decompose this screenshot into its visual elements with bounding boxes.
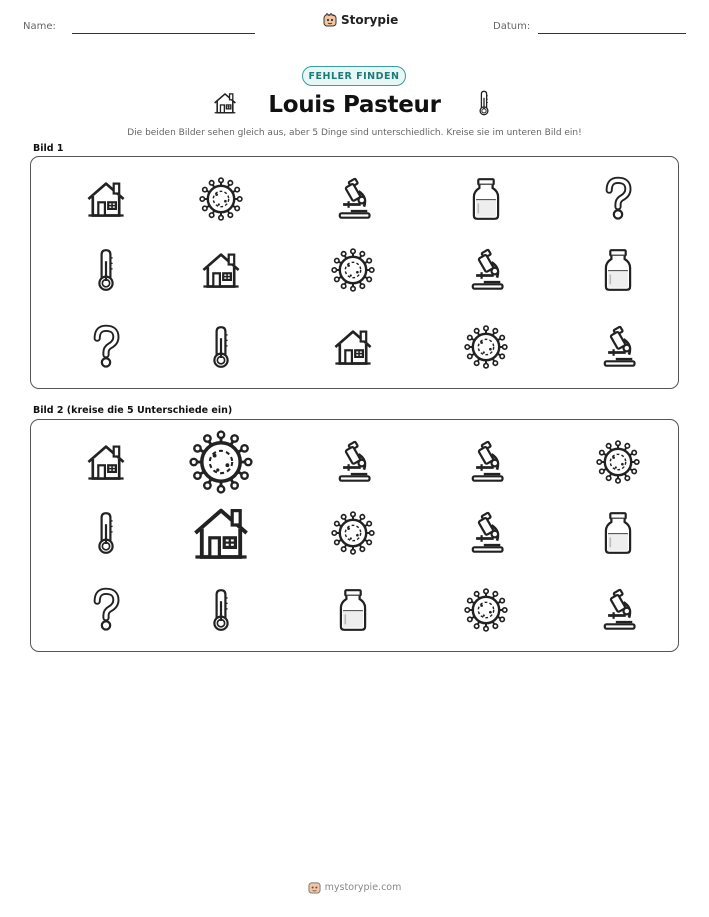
picture2-virus-icon[interactable] — [331, 511, 375, 555]
picture1-question-icon — [84, 325, 128, 369]
brand-logo — [323, 13, 398, 27]
name-field[interactable] — [72, 33, 255, 34]
title-house-icon — [212, 90, 238, 120]
picture2-microscope-icon[interactable] — [596, 588, 640, 632]
picture2-question-icon[interactable] — [84, 588, 128, 632]
storypie-logo-icon — [323, 13, 337, 27]
footer — [0, 881, 709, 894]
picture2-microscope-icon[interactable] — [464, 440, 508, 484]
picture2-panel[interactable] — [30, 419, 679, 652]
picture2-virus-icon[interactable] — [596, 440, 640, 484]
picture2-virus-icon[interactable] — [189, 430, 253, 494]
picture2-thermometer-icon[interactable] — [84, 511, 128, 555]
picture1-virus-icon — [464, 325, 508, 369]
picture2-house-icon[interactable] — [84, 440, 128, 484]
picture1-house-icon — [84, 177, 128, 221]
picture1-microscope-icon — [464, 248, 508, 292]
picture1-microscope-icon — [596, 325, 640, 369]
picture1-bottle-icon — [464, 177, 508, 221]
picture2-microscope-icon[interactable] — [464, 511, 508, 555]
picture1-microscope-icon — [331, 177, 375, 221]
picture1-house-icon — [199, 248, 243, 292]
picture1-thermometer-icon — [199, 325, 243, 369]
picture1-panel — [30, 156, 679, 389]
title-row — [0, 90, 709, 120]
picture1-question-icon — [596, 177, 640, 221]
title-thermometer-icon — [471, 90, 497, 120]
brand-name: Storypie — [341, 13, 399, 27]
picture2-bottle-icon[interactable] — [331, 588, 375, 632]
footer-site: mystorypie.com — [324, 882, 402, 893]
picture1-house-icon — [331, 325, 375, 369]
picture1-bottle-icon — [596, 248, 640, 292]
picture1-virus-icon — [331, 248, 375, 292]
picture1-thermometer-icon — [84, 248, 128, 292]
storypie-footer-icon — [308, 881, 321, 894]
picture2-bottle-icon[interactable] — [596, 511, 640, 555]
instructions: Die beiden Bilder sehen gleich aus, aber 5 Dinge sind unterschiedlich. Kreise sie im unteren Bild ein! — [127, 128, 582, 138]
picture2-label: Bild 2 (kreise die 5 Unterschiede ein) — [33, 405, 233, 416]
picture1-virus-icon — [199, 177, 243, 221]
name-label: Name: — [23, 21, 56, 32]
category-badge: FEHLER FINDEN — [302, 66, 406, 86]
date-label: Datum: — [493, 21, 531, 32]
picture2-thermometer-icon[interactable] — [199, 588, 243, 632]
picture2-microscope-icon[interactable] — [331, 440, 375, 484]
page-title: Louis Pasteur — [268, 92, 441, 118]
picture2-virus-icon[interactable] — [464, 588, 508, 632]
date-field[interactable] — [538, 33, 686, 34]
picture1-label: Bild 1 — [33, 143, 64, 154]
picture2-house-icon[interactable] — [189, 501, 253, 565]
